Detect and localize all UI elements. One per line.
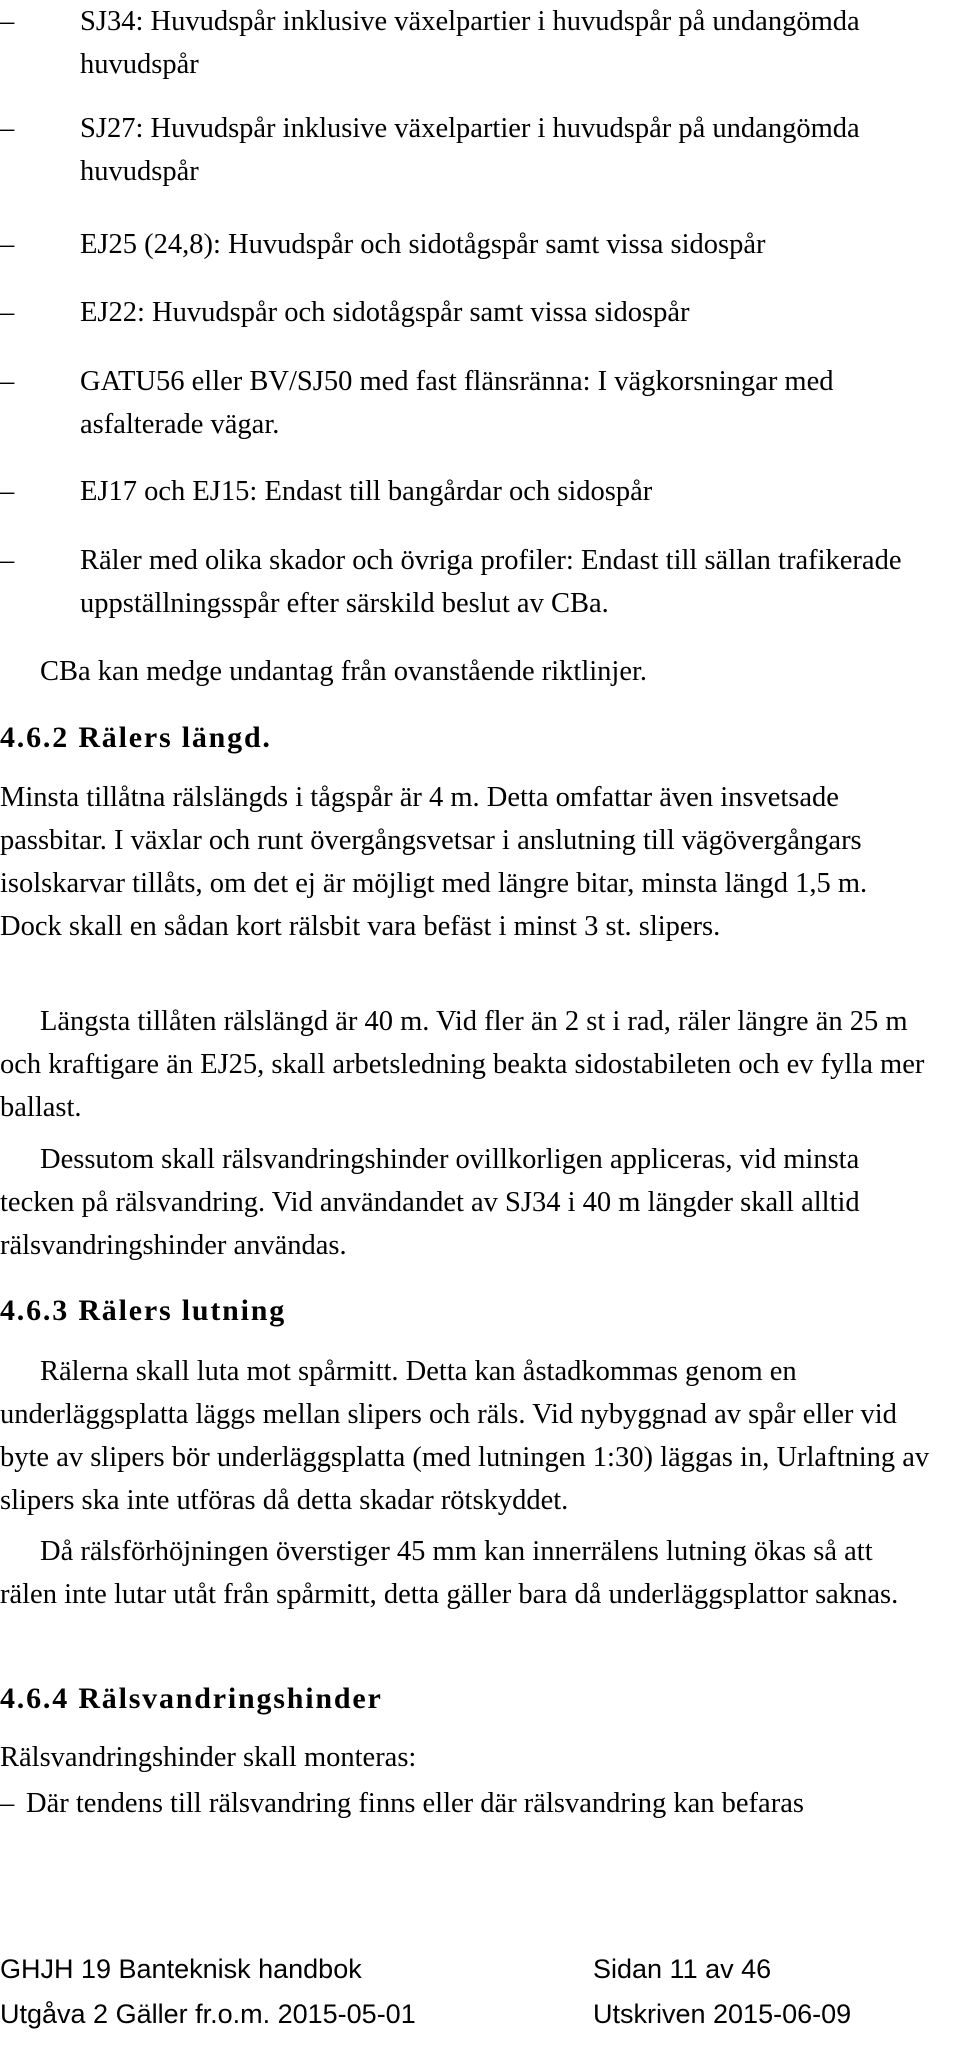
section-title: Rälsvandringshinder bbox=[78, 1682, 383, 1715]
paragraph: Dessutom skall rälsvandringshinder ovillkorligen appliceras, vid minsta tecken på rälsvandring. Vid användandet av SJ34 i 40 m längder skall alltid rälsvandringshinder användas. bbox=[0, 1144, 860, 1261]
dash-bullet: – bbox=[0, 476, 15, 507]
section-number: 4.6.2 bbox=[0, 721, 69, 754]
list-item-text: SJ34: Huvudspår inklusive växelpartier i huvudspår på undangömda huvudspår bbox=[80, 6, 860, 80]
section-title: Rälers längd. bbox=[78, 721, 272, 754]
list-item bbox=[0, 1782, 930, 1825]
section-number: 4.6.4 bbox=[0, 1682, 69, 1715]
dash-bullet: – bbox=[0, 545, 15, 576]
list-item-text: SJ27: Huvudspår inklusive växelpartier i huvudspår på undangömda huvudspår bbox=[80, 113, 860, 187]
paragraph: Längsta tillåten rälslängd är 40 m. Vid fler än 2 st i rad, räler längre än 25 m och kraftigare än EJ25, skall arbetsledning beakta sidostabileten och ev fylla mer ballast. bbox=[0, 1006, 925, 1123]
dash-bullet: – bbox=[0, 1788, 15, 1819]
list-item bbox=[0, 223, 930, 266]
dash-bullet: – bbox=[0, 113, 15, 144]
list-item bbox=[0, 539, 930, 625]
dash-bullet: – bbox=[0, 6, 15, 37]
list-item-text: Räler med olika skador och övriga profiler: Endast till sällan trafikerade uppställningsspår efter särskild beslut av CBa. bbox=[80, 545, 902, 619]
footer-doc-title: GHJH 19 Banteknisk handbok bbox=[0, 1954, 362, 1984]
dash-bullet: – bbox=[0, 229, 15, 260]
section-heading-4-6-2 bbox=[0, 718, 272, 758]
list-item-text: EJ17 och EJ15: Endast till bangårdar och sidospår bbox=[80, 476, 653, 507]
section-number: 4.6.3 bbox=[0, 1294, 69, 1327]
section-heading-4-6-3 bbox=[0, 1291, 286, 1331]
paragraph: Rälerna skall luta mot spårmitt. Detta kan åstadkommas genom en underläggsplatta läggs mellan slipers och räls. Vid nybyggnad av spår eller vid byte av slipers bör underläggsplatta (med lutningen 1:30) läggas in, Urlaftning av slipers ska inte utföras då detta skadar rötskyddet. bbox=[0, 1356, 930, 1516]
paragraph: Rälsvandringshinder skall monteras: bbox=[0, 1742, 417, 1773]
list-item bbox=[0, 291, 930, 334]
section-heading-4-6-4 bbox=[0, 1679, 383, 1719]
paragraph: Då rälsförhöjningen överstiger 45 mm kan innerrälens lutning ökas så att rälen inte lutar utåt från spårmitt, detta gäller bara då underläggsplattor saknas. bbox=[0, 1536, 899, 1610]
footer-page-info: Sidan 11 av 46 bbox=[593, 1954, 772, 1984]
list-item-text: GATU56 eller BV/SJ50 med fast flänsränna: I vägkorsningar med asfalterade vägar. bbox=[80, 366, 834, 440]
list-item bbox=[0, 470, 930, 513]
list-item-text: Där tendens till rälsvandring finns eller där rälsvandring kan befaras bbox=[26, 1788, 804, 1819]
list-item-text: EJ25 (24,8): Huvudspår och sidotågspår samt vissa sidospår bbox=[80, 229, 766, 260]
list-item bbox=[0, 107, 930, 193]
footer-edition: Utgåva 2 Gäller fr.o.m. 2015-05-01 bbox=[0, 1999, 416, 2029]
list-item bbox=[0, 0, 930, 86]
list-item-text: EJ22: Huvudspår och sidotågspår samt vissa sidospår bbox=[80, 297, 690, 328]
section-title: Rälers lutning bbox=[78, 1294, 287, 1327]
dash-bullet: – bbox=[0, 297, 15, 328]
footer-printed-date: Utskriven 2015-06-09 bbox=[593, 1999, 852, 2029]
list-item bbox=[0, 360, 930, 446]
cba-note: CBa kan medge undantag från ovanstående riktlinjer. bbox=[40, 656, 648, 687]
paragraph: Minsta tillåtna rälslängds i tågspår är 4 m. Detta omfattar även insvetsade passbitar. I växlar och runt övergångsvetsar i anslutning till vägövergångars isolskarvar tillåts, om det ej är möjligt med längre bitar, minsta längd 1,5 m. Dock skall en sådan kort rälsbit vara befäst i minst 3 st. slipers. bbox=[0, 782, 868, 942]
dash-bullet: – bbox=[0, 366, 15, 397]
